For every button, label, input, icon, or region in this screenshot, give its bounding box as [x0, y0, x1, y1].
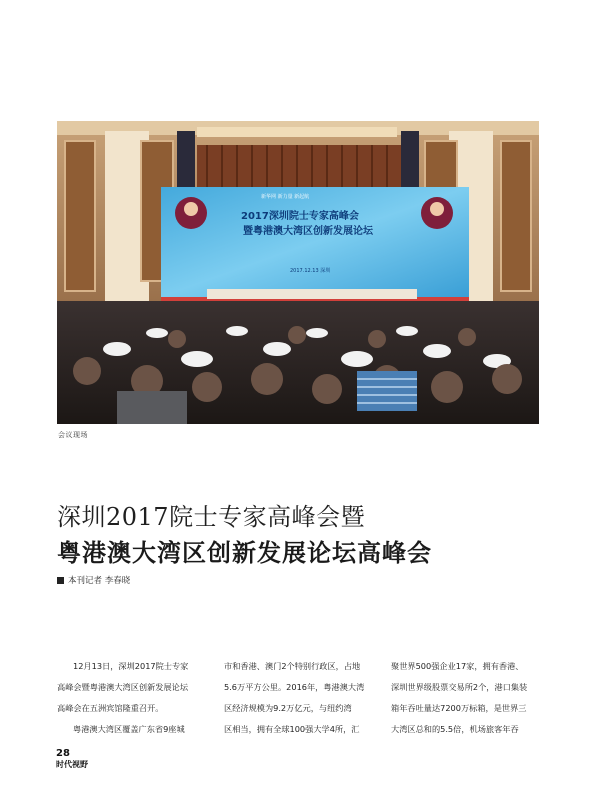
screen-subtitle: 暨粤港澳大湾区创新发展论坛 — [243, 226, 373, 237]
body-line: 区经济规模为9.2万亿元，与纽约湾 — [224, 703, 352, 713]
conference-photo — [57, 121, 539, 424]
page-number: 28 — [56, 748, 70, 759]
body-line: 箱年吞吐量达7200万标箱，是世界三 — [391, 703, 527, 713]
page-folio — [56, 748, 88, 769]
body-line: 高峰会在五洲宾馆隆重召开。 — [57, 703, 164, 713]
body-column-1 — [57, 656, 212, 740]
body-line: 5.6万平方公里。2016年，粤港澳大湾 — [224, 682, 365, 692]
body-line: 粤港澳大湾区覆盖广东省9座城 — [73, 724, 185, 734]
body-column-3 — [391, 656, 546, 740]
body-column-2 — [224, 656, 379, 740]
screen-date: 2017.12.13 深圳 — [290, 268, 331, 274]
byline-text: 本刊记者 李春晓 — [68, 576, 131, 586]
screen-small-labels: 新华网 新力量 新起航 — [261, 194, 310, 200]
byline — [57, 574, 130, 586]
body-line: 市和香港、澳门2个特别行政区，占地 — [224, 661, 361, 671]
body-line: 深圳世界级股票交易所2个，港口集装 — [391, 682, 528, 692]
screen-title: 2017深圳院士专家高峰会 — [241, 211, 359, 222]
headline-line-1: 深圳2017院士专家高峰会暨 — [57, 503, 366, 531]
magazine-name: 时代视野 — [56, 759, 88, 769]
photo-caption: 会议现场 — [58, 431, 88, 439]
body-line: 区相当，拥有全球100强大学4所，汇 — [224, 724, 360, 734]
body-line: 高峰会暨粤港澳大湾区创新发展论坛 — [57, 682, 189, 692]
body-line: 聚世界500强企业17家，拥有香港、 — [391, 661, 524, 671]
square-bullet-icon — [57, 577, 64, 584]
body-line: 12月13日，深圳2017院士专家 — [73, 661, 189, 671]
headline-line-2: 粤港澳大湾区创新发展论坛高峰会 — [57, 538, 432, 567]
body-line: 大湾区总和的5.5倍，机场旅客年吞 — [391, 724, 519, 734]
